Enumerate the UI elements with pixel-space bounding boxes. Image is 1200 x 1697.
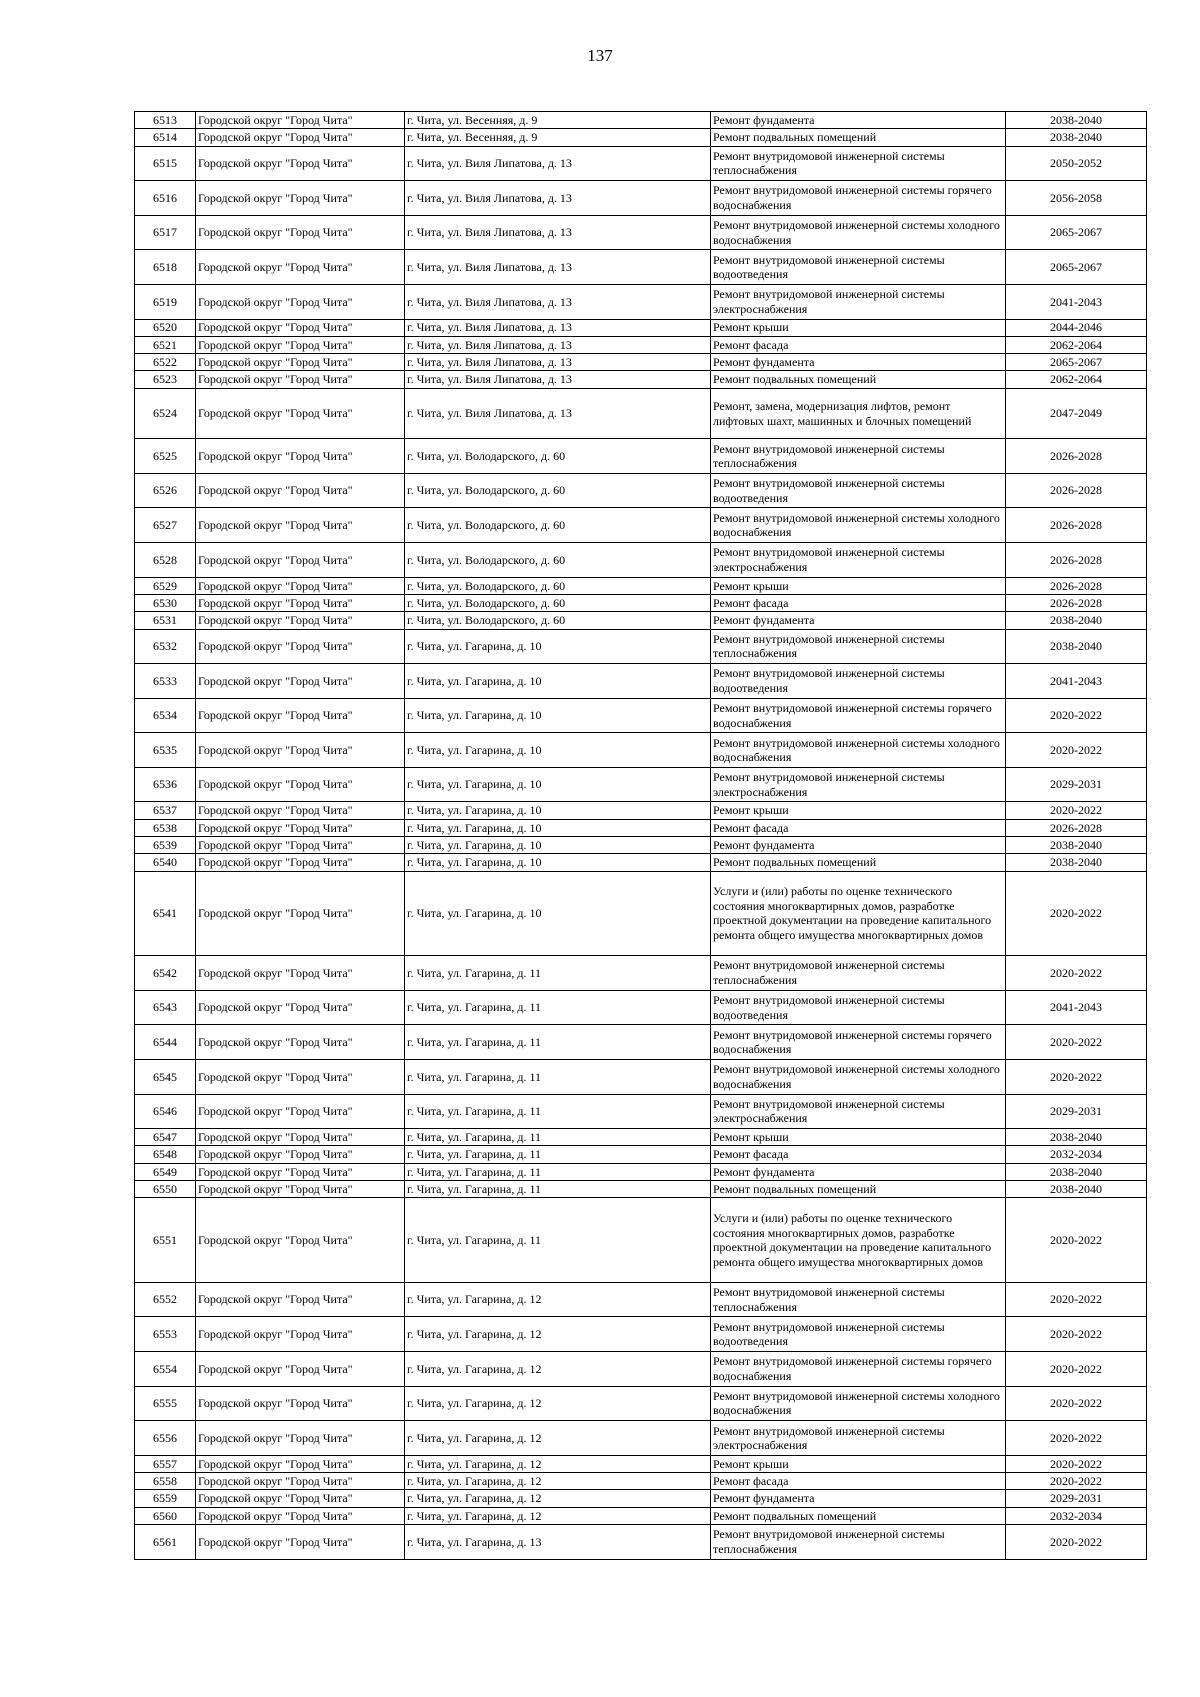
address-cell: г. Чита, ул. Гагарина, д. 12	[405, 1507, 711, 1524]
work-type-cell: Ремонт крыши	[711, 802, 1006, 819]
municipality-cell: Городской округ "Город Чита"	[196, 1524, 405, 1559]
table-row	[135, 146, 1147, 181]
row-number: 6521	[135, 336, 196, 353]
period-cell: 2032-2034	[1006, 1507, 1147, 1524]
row-number: 6520	[135, 319, 196, 336]
municipality-cell: Городской округ "Город Чита"	[196, 388, 405, 439]
address-cell: г. Чита, ул. Виля Липатова, д. 13	[405, 388, 711, 439]
row-number: 6530	[135, 594, 196, 611]
address-cell: г. Чита, ул. Володарского, д. 60	[405, 543, 711, 578]
table-row	[135, 1524, 1147, 1559]
municipality-cell: Городской округ "Город Чита"	[196, 1317, 405, 1352]
period-cell: 2020-2022	[1006, 1025, 1147, 1060]
period-cell: 2032-2034	[1006, 1146, 1147, 1163]
row-number: 6527	[135, 508, 196, 543]
address-cell: г. Чита, ул. Гагарина, д. 11	[405, 1059, 711, 1094]
work-type-cell: Ремонт внутридомовой инженерной системы водоотведения	[711, 664, 1006, 699]
period-cell: 2026-2028	[1006, 577, 1147, 594]
table-row	[135, 871, 1147, 956]
municipality-cell: Городской округ "Город Чита"	[196, 629, 405, 664]
address-cell: г. Чита, ул. Гагарина, д. 10	[405, 664, 711, 699]
row-number: 6556	[135, 1421, 196, 1456]
address-cell: г. Чита, ул. Весенняя, д. 9	[405, 129, 711, 146]
work-type-cell: Ремонт внутридомовой инженерной системы горячего водоснабжения	[711, 1352, 1006, 1387]
address-cell: г. Чита, ул. Гагарина, д. 11	[405, 1094, 711, 1129]
period-cell: 2029-2031	[1006, 767, 1147, 802]
municipality-cell: Городской округ "Город Чита"	[196, 508, 405, 543]
work-type-cell: Ремонт внутридомовой инженерной системы электроснабжения	[711, 1094, 1006, 1129]
period-cell: 2062-2064	[1006, 336, 1147, 353]
period-cell: 2065-2067	[1006, 354, 1147, 371]
municipality-cell: Городской округ "Город Чита"	[196, 733, 405, 768]
work-type-cell: Ремонт фундамента	[711, 1490, 1006, 1507]
row-number: 6539	[135, 837, 196, 854]
table-row	[135, 698, 1147, 733]
address-cell: г. Чита, ул. Гагарина, д. 11	[405, 1129, 711, 1146]
row-number: 6546	[135, 1094, 196, 1129]
row-number: 6536	[135, 767, 196, 802]
table-row	[135, 594, 1147, 611]
address-cell: г. Чита, ул. Виля Липатова, д. 13	[405, 284, 711, 319]
period-cell: 2020-2022	[1006, 1455, 1147, 1472]
address-cell: г. Чита, ул. Виля Липатова, д. 13	[405, 250, 711, 285]
table-row	[135, 1198, 1147, 1283]
work-type-cell: Ремонт фундамента	[711, 112, 1006, 129]
address-cell: г. Чита, ул. Гагарина, д. 13	[405, 1524, 711, 1559]
municipality-cell: Городской округ "Город Чита"	[196, 146, 405, 181]
row-number: 6516	[135, 181, 196, 216]
period-cell: 2038-2040	[1006, 1181, 1147, 1198]
table-row	[135, 215, 1147, 250]
table-row	[135, 508, 1147, 543]
row-number: 6541	[135, 871, 196, 956]
row-number: 6555	[135, 1386, 196, 1421]
row-number: 6533	[135, 664, 196, 699]
address-cell: г. Чита, ул. Гагарина, д. 12	[405, 1352, 711, 1387]
municipality-cell: Городской округ "Город Чита"	[196, 336, 405, 353]
address-cell: г. Чита, ул. Виля Липатова, д. 13	[405, 181, 711, 216]
municipality-cell: Городской округ "Город Чита"	[196, 612, 405, 629]
municipality-cell: Городской округ "Город Чита"	[196, 1507, 405, 1524]
address-cell: г. Чита, ул. Виля Липатова, д. 13	[405, 336, 711, 353]
row-number: 6519	[135, 284, 196, 319]
row-number: 6540	[135, 854, 196, 871]
period-cell: 2038-2040	[1006, 1163, 1147, 1180]
address-cell: г. Чита, ул. Виля Липатова, д. 13	[405, 215, 711, 250]
work-type-cell: Ремонт внутридомовой инженерной системы холодного водоснабжения	[711, 1059, 1006, 1094]
work-type-cell: Ремонт, замена, модернизация лифтов, ремонт лифтовых шахт, машинных и блочных помещений	[711, 388, 1006, 439]
table-row	[135, 577, 1147, 594]
row-number: 6554	[135, 1352, 196, 1387]
work-type-cell: Ремонт внутридомовой инженерной системы водоотведения	[711, 990, 1006, 1025]
work-type-cell: Ремонт внутридомовой инженерной системы холодного водоснабжения	[711, 1386, 1006, 1421]
work-type-cell: Услуги и (или) работы по оценке технического состояния многоквартирных домов, разработке проектной документации на проведение капитального ремонта общего имущества многоквартирных домов	[711, 871, 1006, 956]
work-type-cell: Ремонт внутридомовой инженерной системы холодного водоснабжения	[711, 733, 1006, 768]
municipality-cell: Городской округ "Город Чита"	[196, 1163, 405, 1180]
table-row	[135, 1352, 1147, 1387]
address-cell: г. Чита, ул. Володарского, д. 60	[405, 439, 711, 474]
municipality-cell: Городской округ "Город Чита"	[196, 1181, 405, 1198]
table-row	[135, 1163, 1147, 1180]
period-cell: 2020-2022	[1006, 1386, 1147, 1421]
period-cell: 2038-2040	[1006, 112, 1147, 129]
municipality-cell: Городской округ "Город Чита"	[196, 319, 405, 336]
work-type-cell: Ремонт внутридомовой инженерной системы теплоснабжения	[711, 956, 1006, 991]
work-type-cell: Ремонт внутридомовой инженерной системы электроснабжения	[711, 284, 1006, 319]
table-row	[135, 473, 1147, 508]
period-cell: 2026-2028	[1006, 473, 1147, 508]
table-row	[135, 1473, 1147, 1490]
table-row	[135, 629, 1147, 664]
municipality-cell: Городской округ "Город Чита"	[196, 698, 405, 733]
municipality-cell: Городской округ "Город Чита"	[196, 1198, 405, 1283]
table-row	[135, 767, 1147, 802]
table-row	[135, 439, 1147, 474]
address-cell: г. Чита, ул. Гагарина, д. 10	[405, 767, 711, 802]
table-row	[135, 733, 1147, 768]
period-cell: 2020-2022	[1006, 802, 1147, 819]
work-type-cell: Ремонт внутридомовой инженерной системы теплоснабжения	[711, 439, 1006, 474]
row-number: 6513	[135, 112, 196, 129]
row-number: 6515	[135, 146, 196, 181]
municipality-cell: Городской округ "Город Чита"	[196, 837, 405, 854]
address-cell: г. Чита, ул. Гагарина, д. 10	[405, 854, 711, 871]
table-row	[135, 336, 1147, 353]
period-cell: 2065-2067	[1006, 250, 1147, 285]
table-row	[135, 1386, 1147, 1421]
period-cell: 2038-2040	[1006, 837, 1147, 854]
address-cell: г. Чита, ул. Гагарина, д. 11	[405, 1181, 711, 1198]
municipality-cell: Городской округ "Город Чита"	[196, 1129, 405, 1146]
row-number: 6547	[135, 1129, 196, 1146]
period-cell: 2020-2022	[1006, 1352, 1147, 1387]
row-number: 6545	[135, 1059, 196, 1094]
work-type-cell: Ремонт крыши	[711, 1455, 1006, 1472]
address-cell: г. Чита, ул. Гагарина, д. 12	[405, 1490, 711, 1507]
row-number: 6535	[135, 733, 196, 768]
work-type-cell: Ремонт фундамента	[711, 354, 1006, 371]
period-cell: 2020-2022	[1006, 871, 1147, 956]
period-cell: 2029-2031	[1006, 1490, 1147, 1507]
table-row	[135, 181, 1147, 216]
municipality-cell: Городской округ "Город Чита"	[196, 956, 405, 991]
work-type-cell: Ремонт подвальных помещений	[711, 1507, 1006, 1524]
row-number: 6528	[135, 543, 196, 578]
municipality-cell: Городской округ "Город Чита"	[196, 990, 405, 1025]
municipality-cell: Городской округ "Город Чита"	[196, 250, 405, 285]
table-row	[135, 854, 1147, 871]
row-number: 6522	[135, 354, 196, 371]
row-number: 6551	[135, 1198, 196, 1283]
period-cell: 2038-2040	[1006, 612, 1147, 629]
period-cell: 2020-2022	[1006, 1317, 1147, 1352]
address-cell: г. Чита, ул. Гагарина, д. 11	[405, 1163, 711, 1180]
period-cell: 2020-2022	[1006, 733, 1147, 768]
address-cell: г. Чита, ул. Володарского, д. 60	[405, 508, 711, 543]
table-row	[135, 1490, 1147, 1507]
row-number: 6549	[135, 1163, 196, 1180]
work-type-cell: Ремонт внутридомовой инженерной системы водоотведения	[711, 250, 1006, 285]
address-cell: г. Чита, ул. Гагарина, д. 12	[405, 1473, 711, 1490]
row-number: 6523	[135, 371, 196, 388]
table-row	[135, 664, 1147, 699]
table-row	[135, 1025, 1147, 1060]
period-cell: 2062-2064	[1006, 371, 1147, 388]
period-cell: 2020-2022	[1006, 956, 1147, 991]
table-row	[135, 1455, 1147, 1472]
table-row	[135, 1181, 1147, 1198]
table-body	[135, 112, 1147, 1560]
address-cell: г. Чита, ул. Гагарина, д. 10	[405, 629, 711, 664]
work-type-cell: Ремонт подвальных помещений	[711, 1181, 1006, 1198]
period-cell: 2020-2022	[1006, 1524, 1147, 1559]
table-row	[135, 1094, 1147, 1129]
repair-schedule-table	[134, 111, 1147, 1560]
table-row	[135, 388, 1147, 439]
period-cell: 2026-2028	[1006, 508, 1147, 543]
municipality-cell: Городской округ "Город Чита"	[196, 1490, 405, 1507]
period-cell: 2026-2028	[1006, 594, 1147, 611]
period-cell: 2026-2028	[1006, 819, 1147, 836]
row-number: 6550	[135, 1181, 196, 1198]
address-cell: г. Чита, ул. Гагарина, д. 12	[405, 1421, 711, 1456]
address-cell: г. Чита, ул. Гагарина, д. 10	[405, 802, 711, 819]
row-number: 6558	[135, 1473, 196, 1490]
period-cell: 2056-2058	[1006, 181, 1147, 216]
municipality-cell: Городской округ "Город Чита"	[196, 1386, 405, 1421]
municipality-cell: Городской округ "Город Чита"	[196, 767, 405, 802]
row-number: 6517	[135, 215, 196, 250]
address-cell: г. Чита, ул. Гагарина, д. 10	[405, 837, 711, 854]
work-type-cell: Ремонт внутридомовой инженерной системы водоотведения	[711, 1317, 1006, 1352]
table-row	[135, 543, 1147, 578]
table-row	[135, 612, 1147, 629]
address-cell: г. Чита, ул. Володарского, д. 60	[405, 612, 711, 629]
row-number: 6529	[135, 577, 196, 594]
period-cell: 2041-2043	[1006, 664, 1147, 699]
period-cell: 2020-2022	[1006, 1473, 1147, 1490]
work-type-cell: Ремонт внутридомовой инженерной системы горячего водоснабжения	[711, 1025, 1006, 1060]
work-type-cell: Ремонт внутридомовой инженерной системы теплоснабжения	[711, 1282, 1006, 1317]
address-cell: г. Чита, ул. Володарского, д. 60	[405, 594, 711, 611]
table-row	[135, 1282, 1147, 1317]
work-type-cell: Ремонт внутридомовой инженерной системы электроснабжения	[711, 543, 1006, 578]
row-number: 6518	[135, 250, 196, 285]
municipality-cell: Городской округ "Город Чита"	[196, 181, 405, 216]
work-type-cell: Ремонт фасада	[711, 819, 1006, 836]
address-cell: г. Чита, ул. Володарского, д. 60	[405, 577, 711, 594]
row-number: 6542	[135, 956, 196, 991]
row-number: 6557	[135, 1455, 196, 1472]
municipality-cell: Городской округ "Город Чита"	[196, 1025, 405, 1060]
municipality-cell: Городской округ "Город Чита"	[196, 594, 405, 611]
municipality-cell: Городской округ "Город Чита"	[196, 1473, 405, 1490]
address-cell: г. Чита, ул. Гагарина, д. 11	[405, 956, 711, 991]
work-type-cell: Ремонт внутридомовой инженерной системы теплоснабжения	[711, 1524, 1006, 1559]
address-cell: г. Чита, ул. Гагарина, д. 10	[405, 819, 711, 836]
work-type-cell: Ремонт внутридомовой инженерной системы электроснабжения	[711, 1421, 1006, 1456]
work-type-cell: Ремонт фундамента	[711, 837, 1006, 854]
table-row	[135, 1146, 1147, 1163]
municipality-cell: Городской округ "Город Чита"	[196, 1282, 405, 1317]
table-row	[135, 284, 1147, 319]
period-cell: 2041-2043	[1006, 284, 1147, 319]
period-cell: 2038-2040	[1006, 854, 1147, 871]
row-number: 6531	[135, 612, 196, 629]
municipality-cell: Городской округ "Город Чита"	[196, 473, 405, 508]
period-cell: 2020-2022	[1006, 1198, 1147, 1283]
municipality-cell: Городской округ "Город Чита"	[196, 819, 405, 836]
row-number: 6524	[135, 388, 196, 439]
address-cell: г. Чита, ул. Гагарина, д. 10	[405, 733, 711, 768]
municipality-cell: Городской округ "Город Чита"	[196, 284, 405, 319]
table-row	[135, 1059, 1147, 1094]
period-cell: 2065-2067	[1006, 215, 1147, 250]
table-row	[135, 1129, 1147, 1146]
address-cell: г. Чита, ул. Гагарина, д. 11	[405, 1146, 711, 1163]
address-cell: г. Чита, ул. Гагарина, д. 10	[405, 698, 711, 733]
row-number: 6553	[135, 1317, 196, 1352]
municipality-cell: Городской округ "Город Чита"	[196, 129, 405, 146]
row-number: 6537	[135, 802, 196, 819]
municipality-cell: Городской округ "Город Чита"	[196, 871, 405, 956]
row-number: 6552	[135, 1282, 196, 1317]
period-cell: 2029-2031	[1006, 1094, 1147, 1129]
row-number: 6526	[135, 473, 196, 508]
municipality-cell: Городской округ "Город Чита"	[196, 215, 405, 250]
work-type-cell: Ремонт фасада	[711, 1146, 1006, 1163]
work-type-cell: Ремонт внутридомовой инженерной системы горячего водоснабжения	[711, 698, 1006, 733]
table-row	[135, 112, 1147, 129]
work-type-cell: Ремонт подвальных помещений	[711, 129, 1006, 146]
address-cell: г. Чита, ул. Весенняя, д. 9	[405, 112, 711, 129]
table-row	[135, 129, 1147, 146]
work-type-cell: Ремонт крыши	[711, 319, 1006, 336]
address-cell: г. Чита, ул. Гагарина, д. 12	[405, 1317, 711, 1352]
work-type-cell: Ремонт фундамента	[711, 612, 1006, 629]
period-cell: 2038-2040	[1006, 129, 1147, 146]
address-cell: г. Чита, ул. Гагарина, д. 12	[405, 1386, 711, 1421]
period-cell: 2020-2022	[1006, 1059, 1147, 1094]
work-type-cell: Ремонт внутридомовой инженерной системы теплоснабжения	[711, 146, 1006, 181]
work-type-cell: Ремонт фасада	[711, 594, 1006, 611]
address-cell: г. Чита, ул. Гагарина, д. 12	[405, 1282, 711, 1317]
row-number: 6538	[135, 819, 196, 836]
work-type-cell: Ремонт фундамента	[711, 1163, 1006, 1180]
table-row	[135, 990, 1147, 1025]
period-cell: 2038-2040	[1006, 1129, 1147, 1146]
period-cell: 2047-2049	[1006, 388, 1147, 439]
municipality-cell: Городской округ "Город Чита"	[196, 577, 405, 594]
table-row	[135, 802, 1147, 819]
table-row	[135, 819, 1147, 836]
table-row	[135, 319, 1147, 336]
address-cell: г. Чита, ул. Гагарина, д. 11	[405, 990, 711, 1025]
address-cell: г. Чита, ул. Виля Липатова, д. 13	[405, 371, 711, 388]
address-cell: г. Чита, ул. Гагарина, д. 11	[405, 1198, 711, 1283]
row-number: 6532	[135, 629, 196, 664]
row-number: 6544	[135, 1025, 196, 1060]
address-cell: г. Чита, ул. Гагарина, д. 12	[405, 1455, 711, 1472]
address-cell: г. Чита, ул. Виля Липатова, д. 13	[405, 319, 711, 336]
table-row	[135, 837, 1147, 854]
work-type-cell: Ремонт подвальных помещений	[711, 854, 1006, 871]
work-type-cell: Ремонт внутридомовой инженерной системы холодного водоснабжения	[711, 508, 1006, 543]
table-row	[135, 1317, 1147, 1352]
municipality-cell: Городской округ "Город Чита"	[196, 664, 405, 699]
row-number: 6560	[135, 1507, 196, 1524]
work-type-cell: Ремонт подвальных помещений	[711, 371, 1006, 388]
table-row	[135, 1507, 1147, 1524]
work-type-cell: Ремонт фасада	[711, 336, 1006, 353]
municipality-cell: Городской округ "Город Чита"	[196, 1421, 405, 1456]
work-type-cell: Ремонт фасада	[711, 1473, 1006, 1490]
municipality-cell: Городской округ "Город Чита"	[196, 854, 405, 871]
row-number: 6548	[135, 1146, 196, 1163]
municipality-cell: Городской округ "Город Чита"	[196, 371, 405, 388]
period-cell: 2026-2028	[1006, 439, 1147, 474]
period-cell: 2020-2022	[1006, 698, 1147, 733]
table-row	[135, 250, 1147, 285]
period-cell: 2044-2046	[1006, 319, 1147, 336]
row-number: 6514	[135, 129, 196, 146]
municipality-cell: Городской округ "Город Чита"	[196, 802, 405, 819]
work-type-cell: Ремонт крыши	[711, 577, 1006, 594]
table-row	[135, 354, 1147, 371]
period-cell: 2038-2040	[1006, 629, 1147, 664]
table-row	[135, 1421, 1147, 1456]
municipality-cell: Городской округ "Город Чита"	[196, 112, 405, 129]
row-number: 6543	[135, 990, 196, 1025]
address-cell: г. Чита, ул. Гагарина, д. 11	[405, 1025, 711, 1060]
work-type-cell: Услуги и (или) работы по оценке технического состояния многоквартирных домов, разработке проектной документации на проведение капитального ремонта общего имущества многоквартирных домов	[711, 1198, 1006, 1283]
page-number: 137	[587, 46, 613, 65]
municipality-cell: Городской округ "Город Чита"	[196, 1059, 405, 1094]
table-row	[135, 956, 1147, 991]
municipality-cell: Городской округ "Город Чита"	[196, 354, 405, 371]
address-cell: г. Чита, ул. Виля Липатова, д. 13	[405, 354, 711, 371]
row-number: 6559	[135, 1490, 196, 1507]
table-row	[135, 371, 1147, 388]
municipality-cell: Городской округ "Город Чита"	[196, 439, 405, 474]
work-type-cell: Ремонт внутридомовой инженерной системы водоотведения	[711, 473, 1006, 508]
work-type-cell: Ремонт внутридомовой инженерной системы электроснабжения	[711, 767, 1006, 802]
row-number: 6534	[135, 698, 196, 733]
address-cell: г. Чита, ул. Гагарина, д. 10	[405, 871, 711, 956]
municipality-cell: Городской округ "Город Чита"	[196, 1455, 405, 1472]
work-type-cell: Ремонт внутридомовой инженерной системы горячего водоснабжения	[711, 181, 1006, 216]
period-cell: 2050-2052	[1006, 146, 1147, 181]
work-type-cell: Ремонт внутридомовой инженерной системы холодного водоснабжения	[711, 215, 1006, 250]
work-type-cell: Ремонт внутридомовой инженерной системы теплоснабжения	[711, 629, 1006, 664]
municipality-cell: Городской округ "Город Чита"	[196, 1094, 405, 1129]
municipality-cell: Городской округ "Город Чита"	[196, 1352, 405, 1387]
work-type-cell: Ремонт крыши	[711, 1129, 1006, 1146]
row-number: 6525	[135, 439, 196, 474]
period-cell: 2041-2043	[1006, 990, 1147, 1025]
address-cell: г. Чита, ул. Виля Липатова, д. 13	[405, 146, 711, 181]
period-cell: 2026-2028	[1006, 543, 1147, 578]
municipality-cell: Городской округ "Город Чита"	[196, 543, 405, 578]
municipality-cell: Городской округ "Город Чита"	[196, 1146, 405, 1163]
row-number: 6561	[135, 1524, 196, 1559]
period-cell: 2020-2022	[1006, 1282, 1147, 1317]
address-cell: г. Чита, ул. Володарского, д. 60	[405, 473, 711, 508]
period-cell: 2020-2022	[1006, 1421, 1147, 1456]
